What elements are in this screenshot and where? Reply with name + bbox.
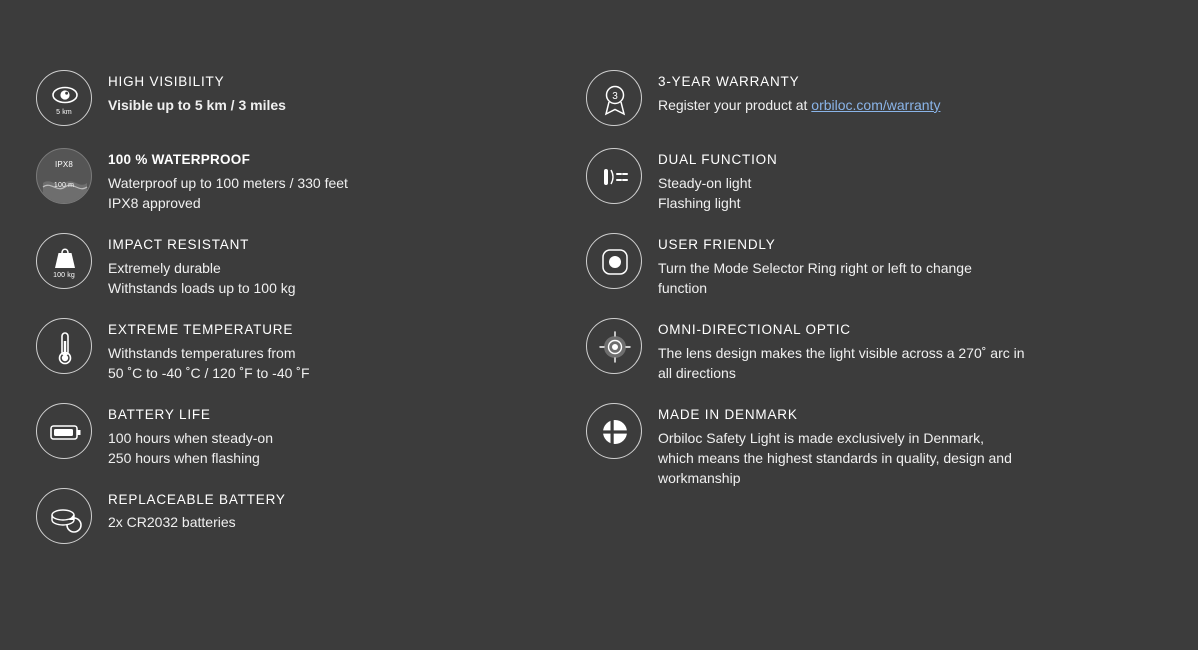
feature-line: Withstands temperatures from — [108, 344, 296, 361]
feature-line: Steady-on light — [658, 174, 752, 191]
feature-line: workmanship — [658, 469, 741, 486]
svg-text:3: 3 — [612, 91, 618, 102]
impact-resistant-weight-icon — [36, 233, 94, 291]
feature-line: function — [658, 279, 708, 296]
feature-text — [108, 488, 286, 533]
feature-text — [108, 233, 296, 298]
feature-battery-life — [36, 403, 586, 468]
feature-line: Withstands loads up to 100 kg — [108, 279, 296, 296]
feature-line-text: Register your product at — [658, 96, 812, 113]
feature-dual-function — [586, 148, 1198, 213]
feature-line: 2x CR2032 batteries — [108, 514, 236, 531]
feature-extreme-temperature — [36, 318, 586, 383]
feature-waterproof — [36, 148, 586, 213]
feature-title: USER FRIENDLY — [658, 236, 776, 252]
waterproof-ipx8-icon — [36, 148, 94, 206]
feature-omni-directional-optic — [586, 318, 1198, 383]
feature-made-in-denmark — [586, 403, 1198, 488]
feature-line: Visible up to 5 km / 3 miles — [108, 96, 286, 113]
feature-line — [658, 95, 940, 115]
feature-text — [658, 148, 778, 213]
warranty-link[interactable]: orbiloc.com/warranty — [811, 96, 941, 113]
feature-line: Extremely durable — [108, 259, 221, 276]
feature-title: BATTERY LIFE — [108, 406, 211, 422]
feature-title: IMPACT RESISTANT — [108, 236, 250, 252]
feature-title: OMNI-DIRECTIONAL OPTIC — [658, 321, 851, 337]
icon-badge-label: 100 m — [53, 182, 75, 189]
feature-text — [658, 318, 1025, 383]
feature-text — [108, 148, 348, 213]
feature-title: 3-YEAR WARRANTY — [658, 74, 800, 89]
icon-badge-top-label: IPX8 — [55, 160, 73, 169]
feature-line: 50 ˚C to -40 ˚C / 120 ˚F to -40 ˚F — [108, 364, 310, 381]
feature-warranty — [586, 70, 1198, 128]
feature-line: Flashing light — [658, 194, 741, 211]
thermometer-icon — [36, 318, 94, 376]
feature-impact-resistant — [36, 233, 586, 298]
icon-badge-label: 5 km — [56, 109, 72, 116]
feature-title: DUAL FUNCTION — [658, 152, 778, 167]
replaceable-battery-icon — [36, 488, 94, 546]
battery-icon — [36, 403, 94, 461]
right-feature-column — [586, 70, 1198, 566]
feature-text — [108, 318, 310, 383]
feature-title: REPLACEABLE BATTERY — [108, 491, 286, 507]
feature-line: The lens design makes the light visible across a 270˚ arc in — [658, 344, 1025, 361]
made-in-denmark-icon — [586, 403, 644, 461]
feature-text — [108, 70, 286, 115]
feature-title: 100 % WATERPROOF — [108, 152, 251, 167]
feature-line: all directions — [658, 364, 736, 381]
feature-line: which means the highest standards in quality, design and — [658, 449, 1012, 466]
feature-text — [108, 403, 273, 468]
mode-selector-ring-icon — [586, 233, 644, 291]
feature-line: Waterproof up to 100 meters / 330 feet — [108, 174, 348, 191]
feature-line: 100 hours when steady-on — [108, 429, 273, 446]
feature-text — [658, 233, 972, 298]
feature-line: 250 hours when flashing — [108, 449, 260, 466]
left-feature-column — [0, 70, 586, 566]
warranty-shield-icon — [586, 70, 644, 128]
feature-high-visibility — [36, 70, 586, 128]
feature-text — [658, 70, 940, 115]
feature-text — [658, 403, 1012, 488]
eye-visibility-icon — [36, 70, 94, 128]
dual-function-icon — [586, 148, 644, 206]
feature-title: HIGH VISIBILITY — [108, 74, 225, 89]
feature-title: EXTREME TEMPERATURE — [108, 321, 294, 337]
icon-badge-label: 100 kg — [53, 271, 75, 279]
feature-line: Orbiloc Safety Light is made exclusively in Denmark, — [658, 429, 985, 446]
feature-line: IPX8 approved — [108, 194, 201, 211]
omni-directional-optic-icon — [586, 318, 644, 376]
feature-user-friendly — [586, 233, 1198, 298]
feature-replaceable-battery — [36, 488, 586, 546]
feature-title: MADE IN DENMARK — [658, 406, 798, 422]
feature-line: Turn the Mode Selector Ring right or left to change — [658, 259, 972, 276]
feature-columns — [0, 70, 1198, 566]
